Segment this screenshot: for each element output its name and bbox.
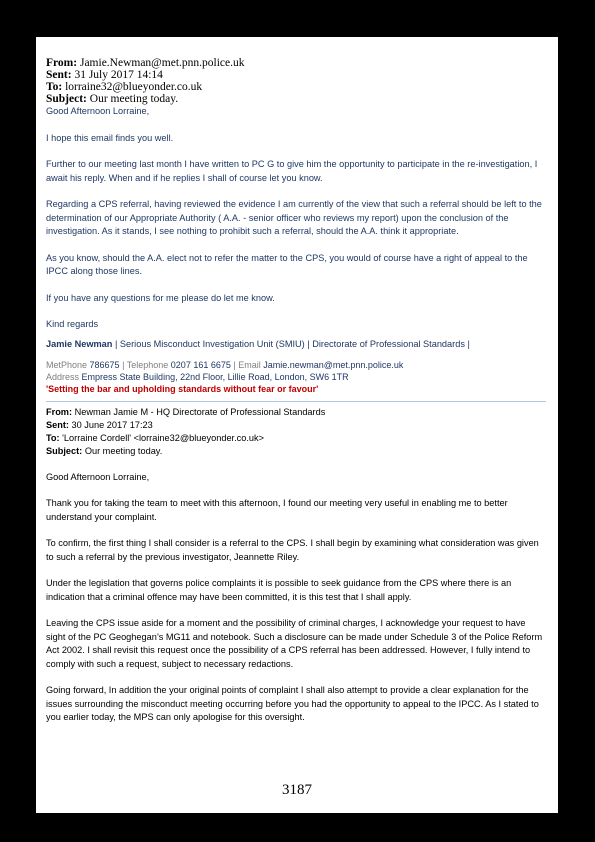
email2-header: [46, 406, 546, 458]
metphone-label: MetPhone: [46, 359, 90, 370]
email-label: | Email: [230, 359, 264, 370]
from-label: From:: [46, 57, 78, 69]
email1-from-line: [46, 57, 546, 69]
email2-paragraph: Going forward, In addition the your original points of complaint I shall also attempt to provide a clear explanation for the issues surrounding the misconduct meeting occurring before you had the opportunity to appeal to the IPCC. As I stated to you earlier today, the MPS can only apologise for this oversight.: [46, 685, 539, 722]
email1-greeting: Good Afternoon Lorraine,: [46, 106, 150, 116]
email2-to-line: [46, 432, 546, 445]
signature-line: [46, 338, 546, 351]
email2-greeting: Good Afternoon Lorraine,: [46, 471, 150, 482]
email1-subject-line: [46, 93, 546, 105]
from-label: From:: [46, 406, 73, 417]
email-divider: [46, 401, 546, 402]
telephone-value: 0207 161 6675: [170, 359, 231, 370]
email1-paragraph: Regarding a CPS referral, having reviewed the evidence I am currently of the view that such a referral should be left to the determination of our Appropriate Authority ( A.A. - senior officer who reviews my report) upon the conclusion of the investigation. As it stands, I see nothing to prohibit such a referral, should the A.A. think it appropriate.: [46, 199, 542, 236]
email2-subject: Our meeting today.: [84, 445, 163, 456]
email1-subject: Our meeting today.: [89, 93, 179, 105]
to-label: To:: [46, 432, 60, 443]
email2-sent-line: [46, 419, 546, 432]
email2-body: [46, 471, 546, 725]
email1-paragraph: If you have any questions for me please do let me know.: [46, 292, 275, 303]
email2-sent: 30 June 2017 17:23: [71, 419, 153, 430]
metphone-value: 786675: [89, 359, 120, 370]
signature-unit: | Serious Misconduct Investigation Unit (SMIU) | Directorate of Professional Standards |: [112, 338, 470, 349]
email1-sent: 31 July 2017 14:14: [74, 69, 163, 81]
subject-label: Subject:: [46, 93, 87, 105]
email1-paragraph: I hope this email finds you well.: [46, 132, 174, 143]
sent-label: Sent:: [46, 69, 72, 81]
email1-closing: Kind regards: [46, 319, 99, 329]
subject-label: Subject:: [46, 445, 83, 456]
signature-name: Jamie Newman: [46, 338, 113, 349]
email2-subject-line: [46, 445, 546, 458]
email2-paragraph: Thank you for taking the team to meet with this afternoon, I found our meeting very useful in enabling me to better understand your complaint.: [46, 498, 508, 522]
email2-paragraph: To confirm, the first thing I shall consider is a referral to the CPS. I shall begin by examining what consideration was given to such a referral by the previous investigator, Jeannette Riley.: [46, 538, 539, 562]
address-label: Address: [46, 371, 82, 382]
email1-paragraph: Further to our meeting last month I have written to PC G to give him the opportunity to participate in the re-investigation, I await his reply. When and if he replies I shall of course let you know.: [46, 159, 538, 183]
email2-from: Newman Jamie M - HQ Directorate of Professional Standards: [74, 406, 326, 417]
document-page: [36, 37, 558, 813]
email1-body: [46, 105, 546, 332]
telephone-label: | Telephone: [119, 359, 171, 370]
signature-address: [46, 371, 546, 383]
email2-from-line: [46, 406, 546, 419]
email1-from: Jamie.Newman@met.pnn.police.uk: [79, 57, 245, 69]
address-value: Empress State Building, 22nd Floor, Lillie Road, London, SW6 1TR: [81, 371, 349, 382]
email2-to: 'Lorraine Cordell' <lorraine32@blueyonder.co.uk>: [62, 432, 264, 443]
email-value: Jamie.newman@met.pnn.police.uk: [263, 359, 404, 370]
signature-contact: [46, 359, 546, 371]
email1-sent-line: [46, 69, 546, 81]
sent-label: Sent:: [46, 419, 69, 430]
to-label: To:: [46, 81, 63, 93]
email1-header: [46, 57, 546, 105]
email1-to: lorraine32@blueyonder.co.uk: [65, 81, 203, 93]
email2-paragraph: Leaving the CPS issue aside for a moment and the possibility of criminal charges, I acknowledge your request to have sight of the PC Geoghegan’s MG11 and notebook. Such a disclosure can be made under Schedule 3 of the Police Reform Act 2002. I shall revisit this request once the possibility of a CPS referral has been addressed. However, I fully intend to comply with such a request, subject to necessary redactions.: [46, 618, 543, 669]
email1-paragraph: As you know, should the A.A. elect not to refer the matter to the CPS, you would of course have a right of appeal to the IPCC along those lines.: [46, 252, 528, 276]
signature-motto: 'Setting the bar and upholding standards without fear or favour': [46, 383, 319, 394]
page-number: 3187: [282, 782, 312, 798]
email-content: [46, 57, 546, 738]
email1-to-line: [46, 81, 546, 93]
email2-paragraph: Under the legislation that governs police complaints it is possible to seek guidance from the CPS where there is an indication that a criminal offence may have been committed, it is this test that I shall apply.: [46, 578, 512, 602]
